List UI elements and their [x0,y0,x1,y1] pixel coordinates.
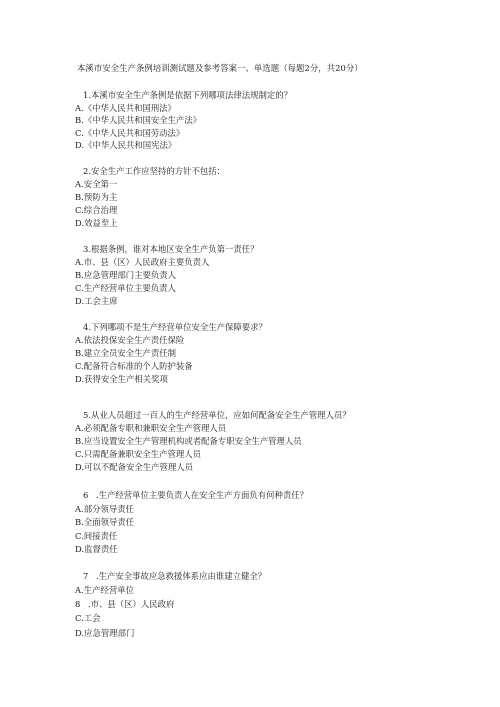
option-text: 应急管理部门主要负责人 [83,270,176,280]
option-text: 全面领导责任 [83,517,135,527]
option-text: 《中华人民共和国宪法》 [84,140,177,150]
option-text: 市、县（区）人民政府主要负责人 [83,257,210,267]
option-2c [75,206,117,214]
document-title: 本溪市安全生产条例培训测试题及参考答案一、单选题（每题2分，共20分） [77,63,363,73]
option-letter: D. [75,374,85,384]
question-text: 安全生产工作应坚持的方针不包括： [91,166,225,176]
question-1 [83,91,292,99]
option-letter: B. [75,517,84,527]
option-text: 获得安全生产相关奖项 [84,374,168,384]
question-3 [83,245,259,253]
option-text: 工会 [83,613,101,623]
option-text: 可以不配备安全生产管理人员 [84,462,193,472]
option-7b [75,600,174,608]
option-letter: C. [75,205,84,215]
option-text: 工会主席 [84,296,118,306]
option-letter: D. [75,462,85,472]
option-letter: B. [75,348,84,358]
option-letter: A. [75,179,84,189]
option-letter: A. [75,257,84,267]
option-text: 《中华人民共和国劳动法》 [83,128,185,138]
option-letter: B. [75,192,84,202]
option-4d [75,375,168,383]
option-3d [75,297,118,305]
option-3a [75,258,209,266]
question-text: .生产安全事故应急救援体系应由谁建立健全？ [96,571,267,581]
option-2a [75,180,117,188]
option-5c [75,450,201,458]
question-number: 1. [83,90,91,100]
option-1c [75,129,184,137]
option-text: 效益至上 [84,218,118,228]
question-number: 7 [83,571,89,581]
option-5b [75,437,302,445]
option-letter: D. [75,628,85,638]
question-7 [83,572,266,580]
option-letter: D. [75,140,85,150]
option-text: 只需配备兼职安全生产管理人员 [83,449,202,459]
option-text: 依法投保安全生产责任保险 [83,335,185,345]
option-6d [75,545,118,553]
question-text: 本溪市安全生产条例是依据下列哪项法律法规制定的？ [91,90,292,100]
question-2 [83,167,225,175]
option-5a [75,424,226,432]
option-text: 《中华人民共和国安全生产法》 [83,115,202,125]
option-letter: C. [75,613,84,623]
question-4 [83,323,267,331]
option-letter: A. [75,423,84,433]
option-1b [75,116,201,124]
option-letter: C. [75,283,84,293]
option-6b [75,518,134,526]
question-number: 5. [83,410,91,420]
option-text: 预防为主 [83,192,118,202]
option-text: 建立全员安全生产责任制 [83,348,176,358]
option-3b [75,271,176,279]
option-letter: A. [75,585,84,595]
option-4a [75,336,184,344]
question-number: 6 [83,490,89,500]
option-letter: C. [75,531,84,541]
option-6a [75,505,134,513]
option-4c [75,362,193,370]
question-text: 根据条例，谁对本地区安全生产负第一责任？ [91,244,259,254]
option-6c [75,532,117,540]
option-text: 部分领导责任 [83,504,134,514]
option-7d [75,629,134,637]
option-5d [75,463,193,471]
option-letter: C. [75,449,84,459]
question-5 [83,411,351,419]
option-letter: B. [75,270,84,280]
option-4b [75,349,176,357]
option-text: 必须配备专职和兼职安全生产管理人员 [83,423,227,433]
question-number: 3. [83,244,91,254]
option-text: 安全第一 [83,179,118,189]
option-text: 《中华人民共和国刑法》 [83,103,176,113]
option-2b [75,193,117,201]
option-1a [75,104,176,112]
option-text: .市、县（区）人民政府 [88,599,175,609]
option-text: 应当设置安全生产管理机构或者配备专职安全生产管理人员 [83,436,302,446]
option-text: 配备符合标准的个人防护装备 [83,361,193,371]
option-2d [75,219,118,227]
option-letter: B. [75,436,84,446]
option-letter: D. [75,544,85,554]
option-7a [75,586,134,594]
option-text: 生产经营单位主要负责人 [83,283,176,293]
option-1d [75,141,176,149]
option-letter: C. [75,128,84,138]
option-text: 生产经营单位 [83,585,134,595]
question-number: 4. [83,322,91,332]
option-letter: B. [75,115,84,125]
option-text: 间接责任 [83,531,118,541]
option-text: 综合治理 [83,205,118,215]
option-letter: A. [75,103,84,113]
question-text: 从业人员超过一百人的生产经营单位，应如何配备安全生产管理人员？ [91,410,351,420]
option-letter: D. [75,218,85,228]
option-text: 监督责任 [84,544,118,554]
question-number: 2. [83,166,91,176]
option-letter: C. [75,361,84,371]
option-letter: 8 [75,599,81,609]
question-text: .生产经营单位主要负责人在安全生产方面负有何种责任？ [96,490,309,500]
option-text: 应急管理部门 [84,628,135,638]
option-letter: A. [75,504,84,514]
option-7c [75,614,101,622]
option-letter: A. [75,335,84,345]
option-3c [75,284,176,292]
option-letter: D. [75,296,85,306]
question-text: 下列哪项不是生产经营单位安全生产保障要求？ [91,322,267,332]
question-6 [83,491,308,499]
